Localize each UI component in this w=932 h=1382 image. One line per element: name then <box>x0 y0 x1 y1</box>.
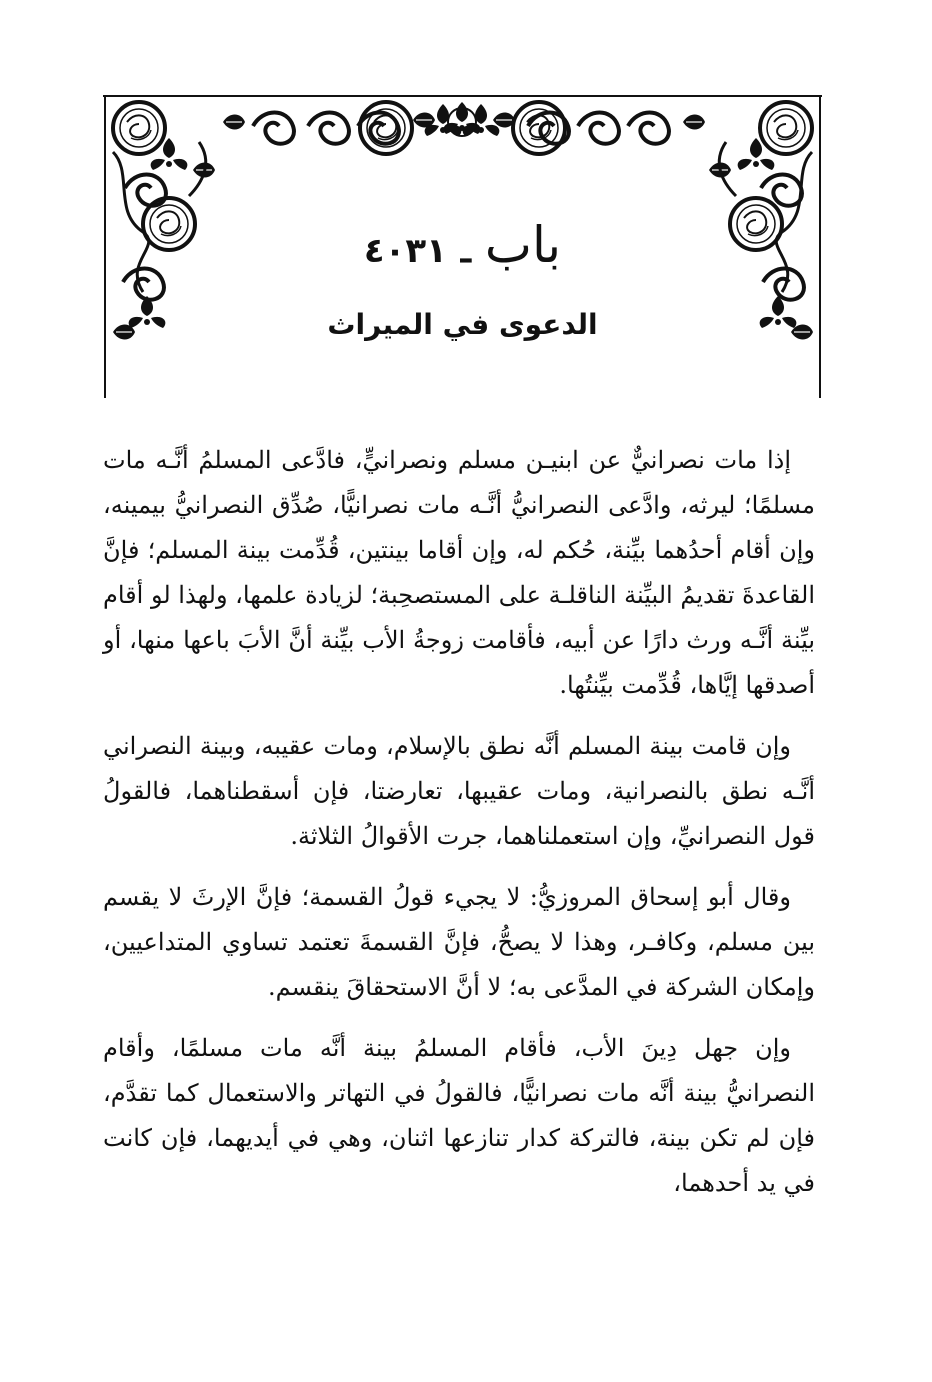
chapter-number: ٤٠٣١ <box>363 231 447 271</box>
paragraph: إذا مات نصرانيٌّ عن ابنيـن مسلم ونصرانيٍّ، فادَّعى المسلمُ أنَّـه مات مسلمًا؛ ليرثه، وادَّعى النصرانيُّ أنَّـه مات نصرانيًّا، صُدِّق النصرانيُّ بيمينه، وإن أقام أحدُهما بيِّنة، حُكم له، وإن أقاما بينتين، قُدِّمت بينة المسلم؛ فإنَّ القاعدةَ تقديمُ البيِّنة الناقلـة على المستصحِبة؛ لزيادة علمها، ولهذا لو أقام بيِّنة أنَّـه ورث دارًا عن أبيه، فأقامت زوجةُ الأب بيِّنة أنَّ الأبَ باعها منها، أو أصدقها إيَّاها، قُدِّمت بيِّنتُها. <box>103 446 815 699</box>
paragraph: وقال أبو إسحاق المروزيُّ: لا يجيء قولُ القسمة؛ فإنَّ الإرثَ لا يقسم بين مسلم، وكافـر، وهذا لا يصحُّ، فإنَّ القسمةَ تعتمد تساوي المتداعيين، وإمكان الشركة في المدَّعى به؛ لا أنَّ الاستحقاقَ ينقسم. <box>103 883 815 1001</box>
chapter-word: باب <box>484 216 562 274</box>
chapter-separator: ـ <box>460 231 471 271</box>
paragraph: وإن قامت بينة المسلم أنَّه نطق بالإسلام، ومات عقيبه، وبينة النصراني أنَّـه نطق بالنصرانية، ومات عقيبها، تعارضتا، فإن أسقطناهما، فالقولُ قول النصرانيِّ، وإن استعملناهما، جرت الأقوالُ الثلاثة. <box>103 732 815 850</box>
chapter-header <box>103 92 822 398</box>
page-body <box>103 438 815 1206</box>
chapter-heading <box>103 216 822 274</box>
chapter-title: الدعوى في الميراث <box>327 308 598 341</box>
paragraph: وإن جهل دِينَ الأب، فأقام المسلمُ بينة أنَّه مات مسلمًا، وأقام النصرانيُّ بينة أنَّه مات نصرانيًّا، فالقولُ في التهاتر والاستعمال كما تقدَّم، فإن لم تكن بينة، فالتركة كدار تنازعها اثنان، وهي في أيديهما، فإن كانت في يد أحدهما، <box>103 1034 815 1197</box>
